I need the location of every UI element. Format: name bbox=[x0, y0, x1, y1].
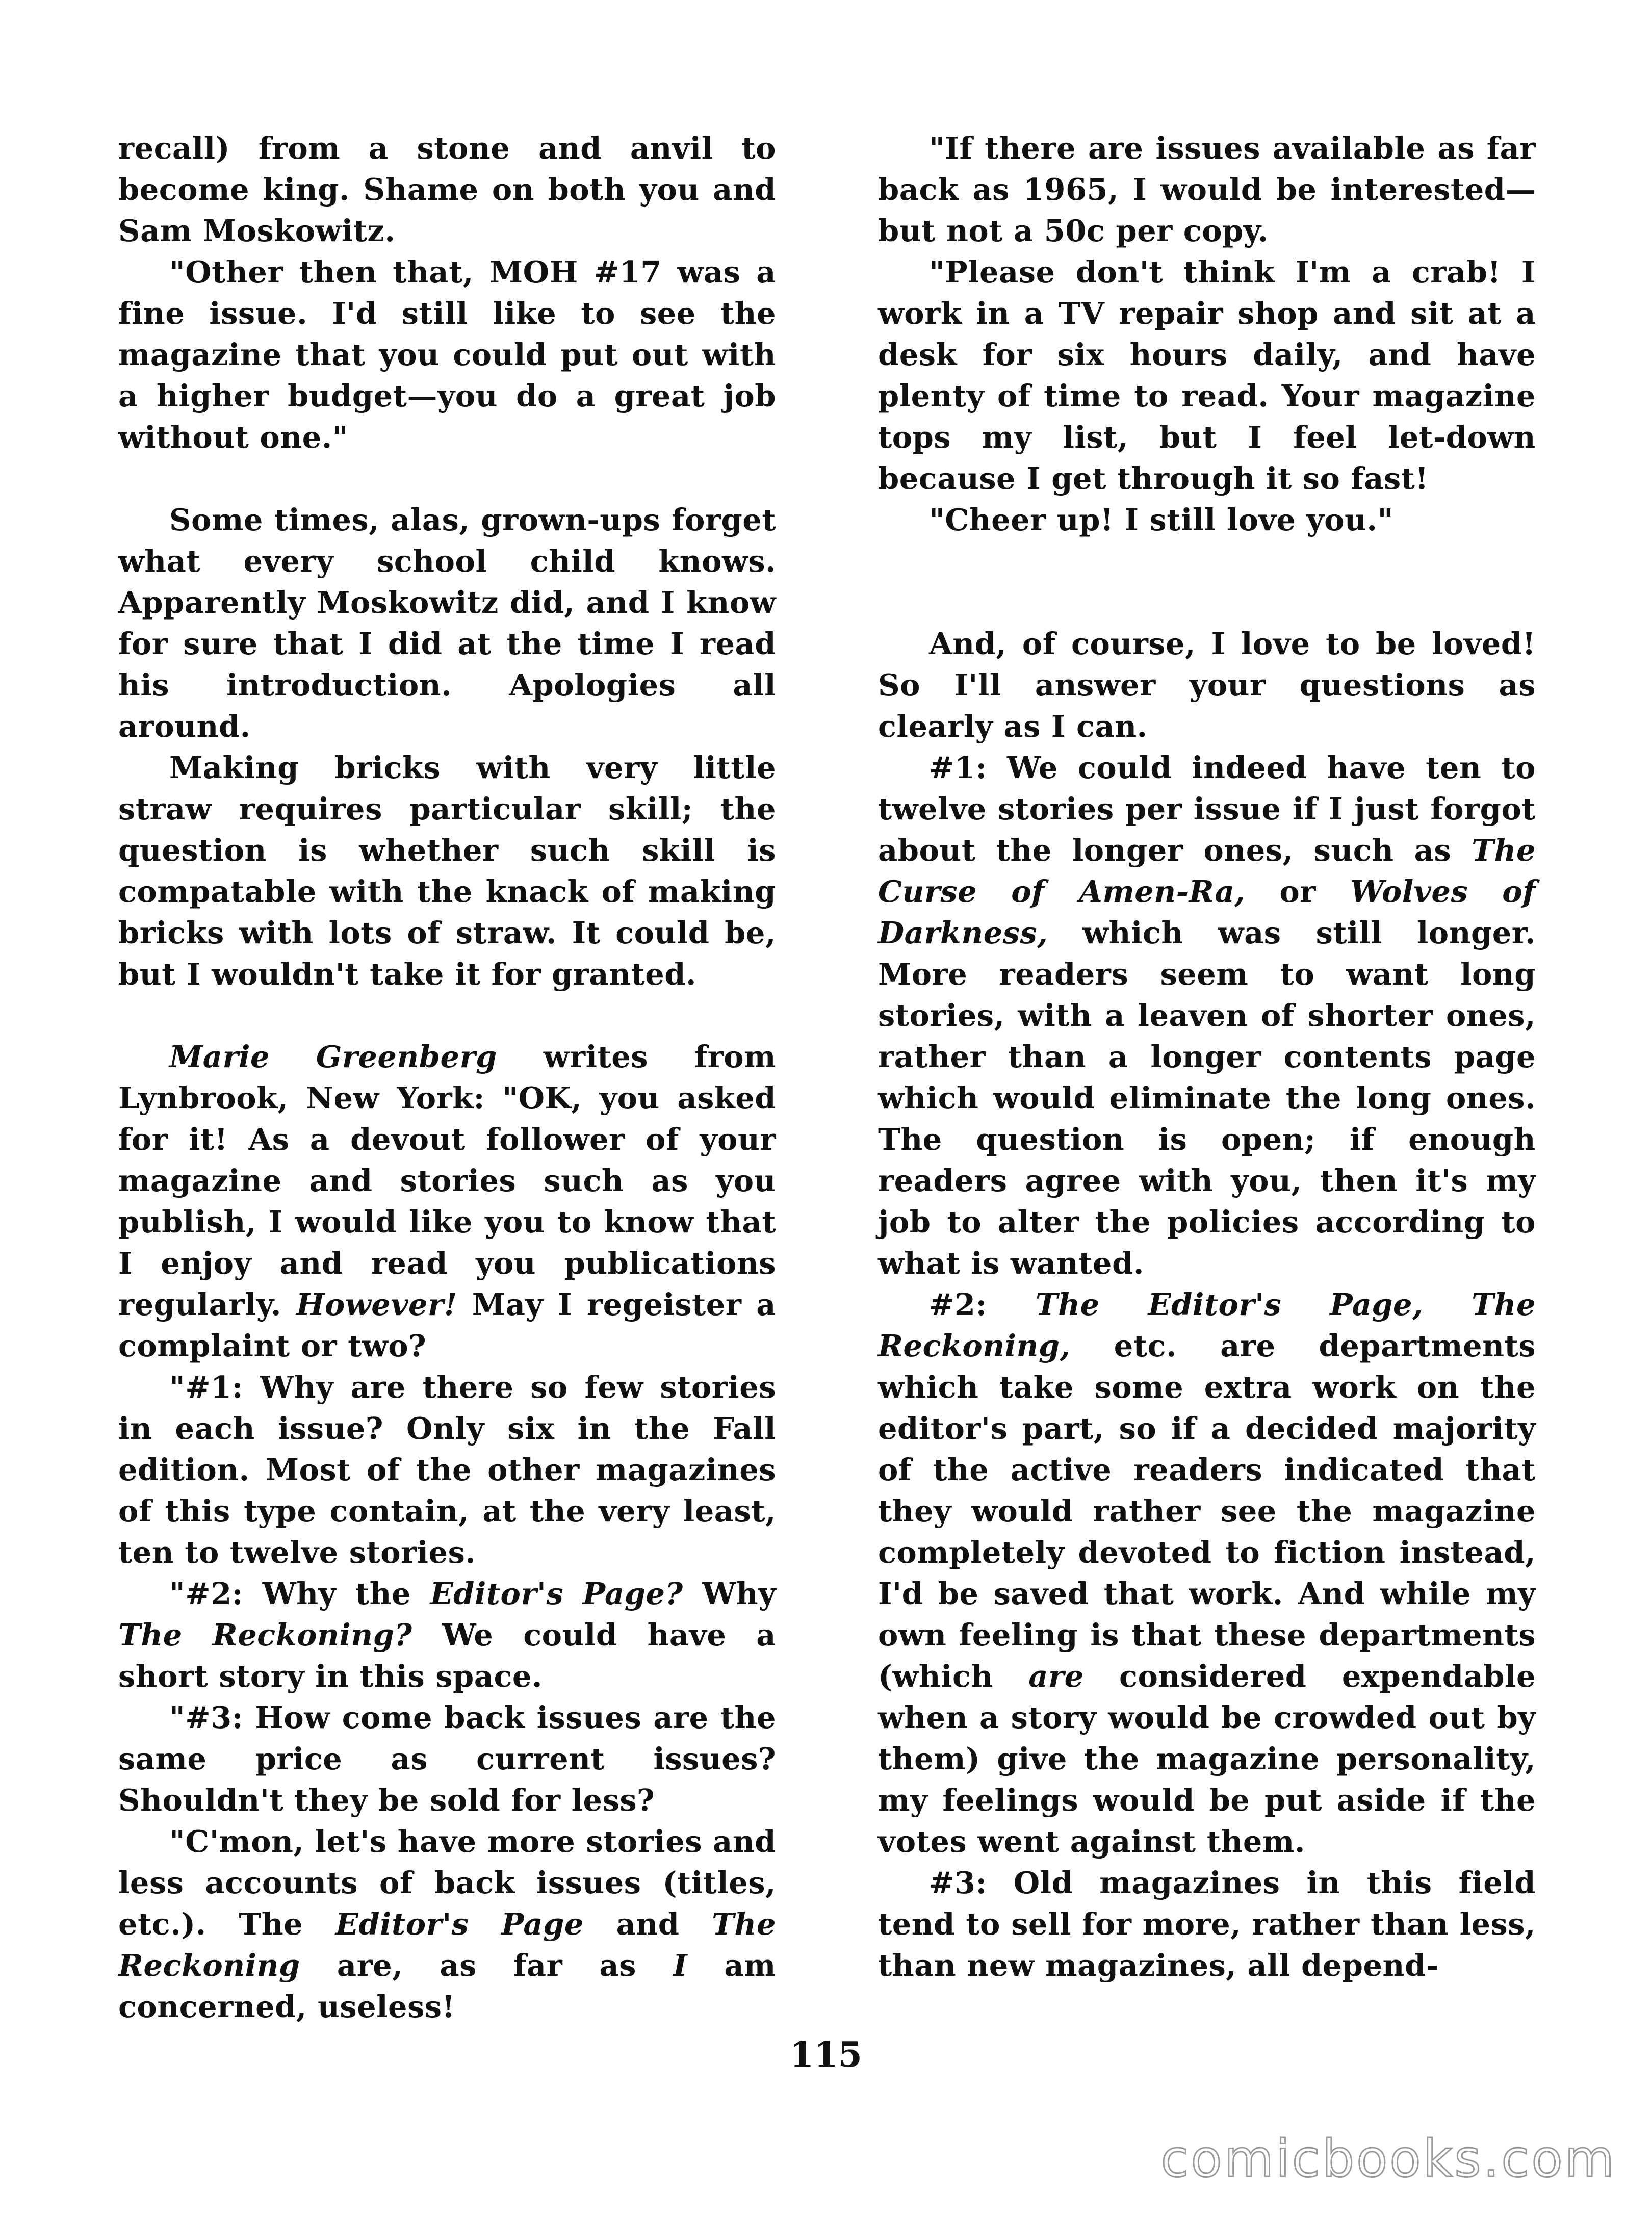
author-name: Marie Greenberg bbox=[169, 1039, 497, 1074]
right-column bbox=[878, 127, 1536, 1986]
paragraph: "If there are issues available as far back as 1965, I would be interested—but not a 50c per copy. bbox=[878, 131, 1536, 248]
left-column bbox=[118, 127, 776, 2027]
paragraph: "#1: Why are there so few stories in each issue? Only six in the Fall edition. Most of the other magazines of this type contain, at the very least, ten to twelve stories. bbox=[118, 1370, 776, 1570]
watermark: comicbooks.com bbox=[1160, 2129, 1616, 2188]
paragraph: #2: The Editor's Page, The Reckoning, etc. are departments which take some extra work on the editor's part, so if a decided majority of the active readers indicated that they would rather see the magazine completely devoted to fiction instead, I'd be saved that work. And while my own feeling is that these departments (which are considered expendable when a story would be crowded out by them) give the magazine personality, my feelings would be put aside if the votes went against them. bbox=[878, 1287, 1536, 1859]
page-number: 115 bbox=[790, 2034, 862, 2075]
paragraph: "Cheer up! I still love you." bbox=[929, 502, 1393, 537]
paragraph: #1: We could indeed have ten to twelve stories per issue if I just forgot about the longer ones, such as The Curse of Amen-Ra, or Wolves of Darkness, which was still longer. More readers seem to want long stories, with a leaven of shorter ones, rather than a longer contents page which would eliminate the long ones. The question is open; if enough readers agree with you, then it's my job to alter the policies according to what is wanted. bbox=[878, 750, 1536, 1281]
paragraph: recall) from a stone and anvil to become king. Shame on both you and Sam Moskowitz. bbox=[118, 131, 776, 248]
paragraph: "C'mon, let's have more stories and less accounts of back issues (titles, etc.). The Editor's Page and The Reckoning are, as far as I am concerned, useless! bbox=[118, 1824, 776, 2024]
paragraph: #3: Old magazines in this field tend to sell for more, rather than less, than new magazines, all depend- bbox=[878, 1865, 1536, 1983]
paragraph: "Please don't think I'm a crab! I work in a TV repair shop and sit at a desk for six hours daily, and have plenty of time to read. Your magazine tops my list, but I feel let-down because I get through it so fast! bbox=[878, 254, 1536, 496]
paragraph: Some times, alas, grown-ups forget what every school child knows. Apparently Moskowitz did, and I know for sure that I did at the time I read his introduction. Apologies all around. bbox=[118, 502, 776, 744]
paragraph: Making bricks with very little straw requires particular skill; the question is whether such skill is compatable with the knack of making bricks with lots of straw. It could be, but I wouldn't take it for granted. bbox=[118, 750, 776, 992]
paragraph: Marie Greenberg writes from Lynbrook, New York: "OK, you asked for it! As a devout follower of your magazine and stories such as you publish, I would like you to know that I enjoy and read you publications regularly. However! May I regeister a complaint or two? bbox=[118, 1039, 777, 1363]
paragraph: "Other then that, MOH #17 was a fine issue. I'd still like to see the magazine that you could put out with a higher budget—you do a great job without one." bbox=[118, 254, 776, 455]
paragraph: "#3: How come back issues are the same price as current issues? Shouldn't they be sold for less? bbox=[118, 1700, 776, 1818]
paragraph: "#2: Why the Editor's Page? Why The Reckoning? We could have a short story in this space. bbox=[118, 1576, 776, 1694]
paragraph: And, of course, I love to be loved! So I'll answer your questions as clearly as I can. bbox=[878, 626, 1536, 744]
